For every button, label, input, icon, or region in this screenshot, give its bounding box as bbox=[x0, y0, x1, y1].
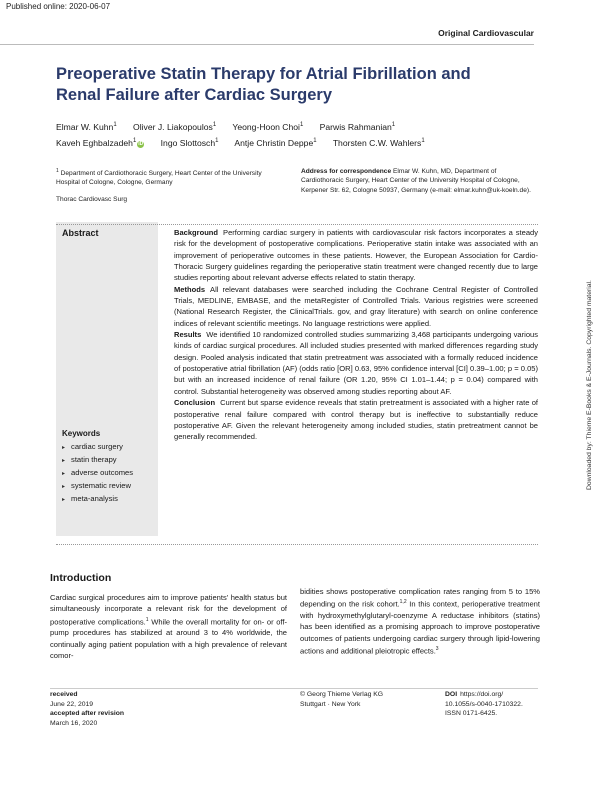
body-column-right: bidities shows postoperative complication rates ranging from 5 to 15% depending on the risk cohort.$^{1,2}$ In this context, perioperative treatment with hydroxymethylglutaryl-coenzyme A reductase inhibitors (statins) has been identified as a promising approach to improve postoperative outcomes of patients undergoing cardiac surgery through lipid-lowering actions and additional pleiotropic effects.$^3$ bbox=[300, 587, 540, 656]
download-watermark: Downloaded by: Thieme E-Books & E-Journals. Copyrighted material. bbox=[586, 280, 593, 490]
keyword-item[interactable]: ▸ meta-analysis bbox=[62, 493, 133, 506]
abstract-methods: Methods All relevant databases were searched including the Cochrane Central Register of Controlled Trials, MEDLINE, EMBASE, and the metaRegister of Controlled Trials. Various registries were screened (National Research Register, the ClinicalTrials. gov, and gray literature) with search on online conference indices of relevant scientific meetings. No language restrictions were applied. bbox=[174, 284, 538, 328]
affiliation: $^1$ Department of Cardiothoracic Surgery, Heart Center of the University Hospital of Cologne, Cologne, Germany bbox=[56, 168, 262, 187]
keyword-item[interactable]: ▸ statin therapy bbox=[62, 454, 133, 467]
author[interactable]: Kaveh Eghbalzadeh$^1$ iD bbox=[56, 137, 144, 148]
body-column-left: Cardiac surgical procedures aim to improve patients' health status but simultaneously incorporate a relevant risk for the development of postoperative complications.$^1$ While the overall mortality for on- or off-pump procedures has stabilized at around 3 to 4% worldwide, the continually aging patient population with a high prevalence of relevant comor- bbox=[50, 593, 287, 660]
footer-divider bbox=[50, 688, 538, 689]
citation-ref[interactable]: 1,2 bbox=[399, 599, 407, 606]
article-category: Original Cardiovascular bbox=[438, 28, 534, 38]
keyword-item[interactable]: ▸ cardiac surgery bbox=[62, 441, 133, 454]
section-heading-introduction: Introduction bbox=[50, 572, 112, 584]
received-label: received bbox=[50, 691, 78, 698]
keyword-item[interactable]: ▸ adverse outcomes bbox=[62, 467, 133, 480]
orcid-icon[interactable]: iD bbox=[138, 140, 144, 147]
publisher-location: Stuttgart · New York bbox=[300, 700, 361, 708]
published-date: Published online: 2020-06-07 bbox=[6, 2, 111, 11]
citation-ref[interactable]: 3 bbox=[435, 646, 439, 652]
article-dates bbox=[50, 690, 124, 728]
author[interactable]: Yeong-Hoon Choi$^1$ bbox=[232, 121, 304, 132]
abstract-background: Background Performing cardiac surgery in patients with cardiovascular risk factors incorporates a steady risk for the development of postoperative complications. Perioperative statin intake was associated with an improvement of perioperative outcomes in these patients. However, the European Association for Cardio-Thoracic Surgery guidelines regarding the perioperative statin treatment were changed recently due to large studies reporting about relevant adverse effects related to statin therapy. bbox=[174, 228, 538, 283]
abstract-bottom-divider bbox=[56, 544, 538, 545]
accepted-date: March 16, 2020 bbox=[50, 719, 98, 727]
doi-info bbox=[445, 690, 523, 719]
keyword-item[interactable]: ▸ systematic review bbox=[62, 480, 133, 493]
abstract-conclusion: Conclusion Current but sparse evidence reveals that statin pretreatment is associated with a higher rate of postoperative renal failure compared with control therapy but is ineffective to substantially reduce postoperative AF. Given the relevant heterogeneity among included studies, statin pretreatment cannot be generally recommended. bbox=[174, 398, 538, 442]
author-list bbox=[56, 118, 536, 150]
keywords-label: Keywords bbox=[62, 429, 101, 438]
author[interactable]: Parwis Rahmanian$^1$ bbox=[319, 121, 396, 132]
abstract-results: Results We identified 10 randomized controlled studies summarizing 3,468 participants undergoing various kinds of cardiac surgical procedures. All included studies presented with marked differences regarding study design. Pooled analysis indicated that statin pretreatment was associated with a formally reduced incidence of postoperative atrial fibrillation (AF) (odds ratio [OR] 0.63, 95% confidence interval [CI] 0.39–1.00; p = 0.05) but with an increased incidence of renal failure (OR 1.20, 95% CI 1.01–1.44; p = 0.04) compared with control. Substantial heterogeneity was observed among studies reporting about AF. bbox=[174, 330, 538, 396]
author[interactable]: Oliver J. Liakopoulos$^1$ bbox=[133, 121, 217, 132]
journal-reference: Thorac Cardiovasc Surg bbox=[56, 196, 128, 203]
doi-label: DOI bbox=[445, 691, 458, 698]
received-date: June 22, 2019 bbox=[50, 700, 94, 708]
citation-ref[interactable]: 1 bbox=[145, 616, 149, 623]
doi-link[interactable]: https://doi.org/ bbox=[460, 691, 504, 698]
article-title: Preoperative Statin Therapy for Atrial Fibrillation and Renal Failure after Cardiac Surgery bbox=[56, 65, 471, 104]
accepted-label: accepted after revision bbox=[50, 710, 125, 717]
issn: ISSN 0171-6425. bbox=[445, 710, 498, 717]
publisher-info bbox=[300, 690, 383, 709]
author[interactable]: Elmar W. Kuhn$^1$ bbox=[56, 121, 117, 132]
correspondence-address: Address for correspondence Elmar W. Kuhn, MD, Department of Cardiothoracic Surgery, Heart Center of the University Hospital of Cologne, Kerpener Str. 62, Cologne 50937, Germany (e-mail: elmar.kuhn@uk-koeln.de). bbox=[301, 168, 531, 194]
keywords-list bbox=[62, 441, 133, 506]
doi-value[interactable]: 10.1055/s-0040-1710322. bbox=[445, 700, 523, 708]
publisher-name: © Georg Thieme Verlag KG bbox=[300, 691, 384, 698]
author[interactable]: Thorsten C.W. Wahlers$^1$ bbox=[332, 137, 425, 148]
abstract-top-divider bbox=[56, 224, 538, 225]
header-divider bbox=[0, 44, 534, 45]
abstract-body bbox=[174, 227, 538, 443]
author[interactable]: Antje Christin Deppe$^1$ bbox=[234, 137, 317, 148]
author[interactable]: Ingo Slottosch$^1$ bbox=[160, 137, 219, 148]
abstract-label: Abstract bbox=[62, 228, 99, 238]
